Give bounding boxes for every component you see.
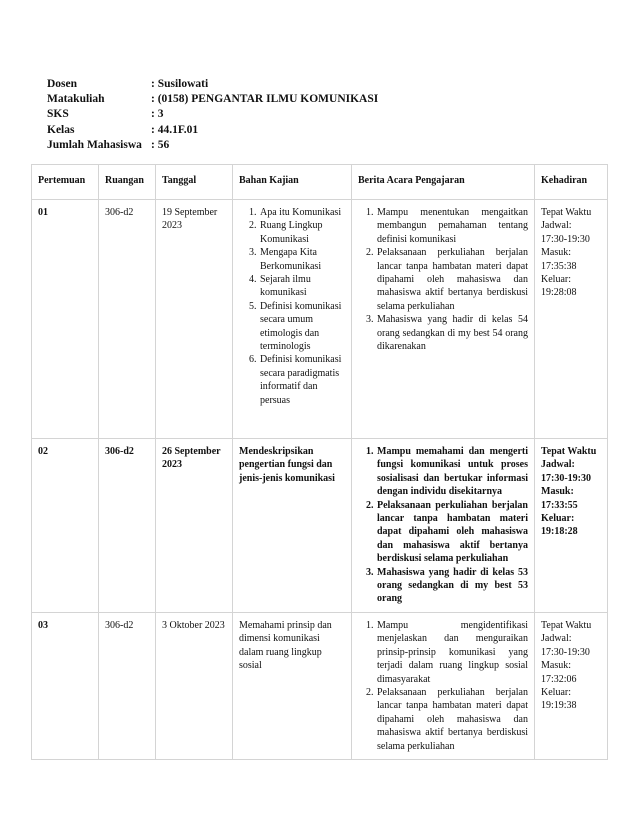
list-item: 5. Definisi komunikasi secara umum etimologis dan terminologis bbox=[259, 300, 345, 354]
keluar-value: 19:28:08 bbox=[541, 287, 577, 299]
list-item: 1. Mampu menentukan mengaitkan membangun pemahaman tentang definisi komunikasi bbox=[376, 206, 528, 246]
dosen-row bbox=[47, 77, 378, 92]
bahan-kajian-cell bbox=[233, 200, 352, 439]
matakuliah-value: : (0158) PENGANTAR ILMU KOMUNIKASI bbox=[151, 93, 379, 106]
keluar-value: 19:18:28 bbox=[541, 526, 578, 538]
jumlah-value: : 56 bbox=[151, 138, 170, 151]
pertemuan-cell: 02 bbox=[32, 439, 99, 613]
table-row bbox=[32, 439, 608, 613]
list-item: 2. Pelaksanaan perkuliahan berjalan lancar tanpa hambatan materi dapat dipahami oleh mahasiswa dan mahasiswa aktif bertanya berdiskusi selama perkuliahan bbox=[376, 246, 528, 313]
col-bahan-kajian: Bahan Kajian bbox=[233, 165, 352, 200]
bahan-kajian-cell: Mendeskripsikan pengertian fungsi dan jenis-jenis komunikasi bbox=[233, 439, 352, 613]
ruangan-cell: 306-d2 bbox=[99, 612, 156, 759]
pertemuan-cell: 01 bbox=[32, 200, 99, 439]
table-header-row bbox=[32, 165, 608, 200]
keluar-label: Keluar: bbox=[541, 513, 575, 525]
masuk-value: 17:32:06 bbox=[541, 673, 577, 685]
list-item: 3. Mahasiswa yang hadir di kelas 53 orang sedangkan di my best 53 orang bbox=[376, 566, 528, 606]
list-item: 3. Mengapa Kita Berkomunikasi bbox=[259, 246, 345, 273]
berita-acara-cell bbox=[352, 200, 535, 439]
kehadiran-status: Tepat Waktu bbox=[541, 446, 597, 457]
kelas-value: : 44.1F.01 bbox=[151, 123, 199, 136]
keluar-value: 19:19:38 bbox=[541, 700, 577, 712]
attendance-table bbox=[31, 164, 608, 760]
list-item: 2. Pelaksanaan perkuliahan berjalan lancar tanpa hambatan materi dapat dipahami oleh mahasiswa dan mahasiswa aktif bertanya berdiskusi selama perkuliahan bbox=[376, 686, 528, 753]
sks-row bbox=[47, 107, 378, 122]
kehadiran-cell bbox=[535, 200, 608, 439]
course-info-header bbox=[47, 77, 378, 153]
kehadiran-status: Tepat Waktu bbox=[541, 207, 592, 218]
list-item: 2. Ruang Lingkup Komunikasi bbox=[259, 219, 345, 246]
ruangan-cell: 306-d2 bbox=[99, 439, 156, 613]
list-item: 3. Mahasiswa yang hadir di kelas 54 orang sedangkan di my best 54 orang dikarenakan bbox=[376, 313, 528, 353]
tanggal-cell: 3 Oktober 2023 bbox=[156, 612, 233, 759]
kehadiran-status: Tepat Waktu bbox=[541, 619, 592, 631]
col-berita-acara: Berita Acara Pengajaran bbox=[352, 165, 535, 200]
jumlah-label: Jumlah Mahasiswa bbox=[47, 138, 142, 151]
col-pertemuan: Pertemuan bbox=[32, 165, 99, 200]
kehadiran-cell bbox=[535, 439, 608, 613]
list-item: 6. Definisi komunikasi secara paradigmatis informatif dan persuas bbox=[259, 353, 345, 407]
list-item: 4. Sejarah ilmu komunikasi bbox=[259, 273, 345, 300]
table-row bbox=[32, 612, 608, 759]
jadwal-label: Jadwal: bbox=[541, 220, 572, 232]
berita-acara-cell bbox=[352, 612, 535, 759]
col-kehadiran: Kehadiran bbox=[535, 165, 608, 200]
keluar-label: Keluar: bbox=[541, 686, 571, 698]
kehadiran-cell bbox=[535, 612, 608, 759]
masuk-label: Masuk: bbox=[541, 660, 571, 672]
masuk-value: 17:33:55 bbox=[541, 499, 578, 511]
berita-acara-cell bbox=[352, 439, 535, 613]
masuk-label: Masuk: bbox=[541, 247, 571, 259]
sks-value: : 3 bbox=[151, 108, 164, 121]
list-item: 2. Pelaksanaan perkuliahan berjalan lancar tanpa hambatan materi dapat dipahami oleh mahasiswa dan mahasiswa aktif bertanya berdiskusi selama perkuliahan bbox=[376, 499, 528, 566]
berita-acara-list bbox=[358, 619, 528, 753]
col-tanggal: Tanggal bbox=[156, 165, 233, 200]
keluar-label: Keluar: bbox=[541, 274, 571, 286]
jadwal-value: 17:30-19:30 bbox=[541, 472, 591, 484]
berita-acara-list bbox=[358, 445, 528, 606]
pertemuan-cell: 03 bbox=[32, 612, 99, 759]
tanggal-cell: 19 September 2023 bbox=[156, 200, 233, 439]
matakuliah-row bbox=[47, 92, 378, 107]
jadwal-value: 17:30-19:30 bbox=[541, 646, 590, 658]
masuk-label: Masuk: bbox=[541, 486, 574, 498]
jadwal-value: 17:30-19:30 bbox=[541, 233, 590, 245]
sks-label: SKS bbox=[47, 108, 69, 121]
jadwal-label: Jadwal: bbox=[541, 633, 572, 645]
jadwal-label: Jadwal: bbox=[541, 459, 575, 471]
kelas-row bbox=[47, 123, 378, 138]
bahan-kajian-cell: Memahami prinsip dan dimensi komunikasi dalam ruang lingkup sosial bbox=[233, 612, 352, 759]
col-ruangan: Ruangan bbox=[99, 165, 156, 200]
table-row bbox=[32, 200, 608, 439]
tanggal-cell: 26 September 2023 bbox=[156, 439, 233, 613]
list-item: 1. Mampu mengidentifikasi menjelaskan dan menguraikan prinsip-prinsip komunikasi yang terjadi dalam ruang lingkup sosial dimasyarakat bbox=[376, 619, 528, 686]
berita-acara-list bbox=[358, 206, 528, 353]
bahan-kajian-list bbox=[239, 206, 345, 407]
list-item: 1. Apa itu Komunikasi bbox=[259, 206, 345, 219]
kelas-label: Kelas bbox=[47, 123, 75, 136]
jumlah-row bbox=[47, 138, 378, 153]
masuk-value: 17:35:38 bbox=[541, 260, 577, 272]
dosen-label: Dosen bbox=[47, 78, 78, 90]
ruangan-cell: 306-d2 bbox=[99, 200, 156, 439]
dosen-value: : Susilowati bbox=[151, 78, 209, 90]
list-item: 1. Mampu memahami dan mengerti fungsi komunikasi untuk proses sosialisasi dan bertukar informasi dengan individu disekitarnya bbox=[376, 445, 528, 499]
matakuliah-label: Matakuliah bbox=[47, 93, 105, 106]
